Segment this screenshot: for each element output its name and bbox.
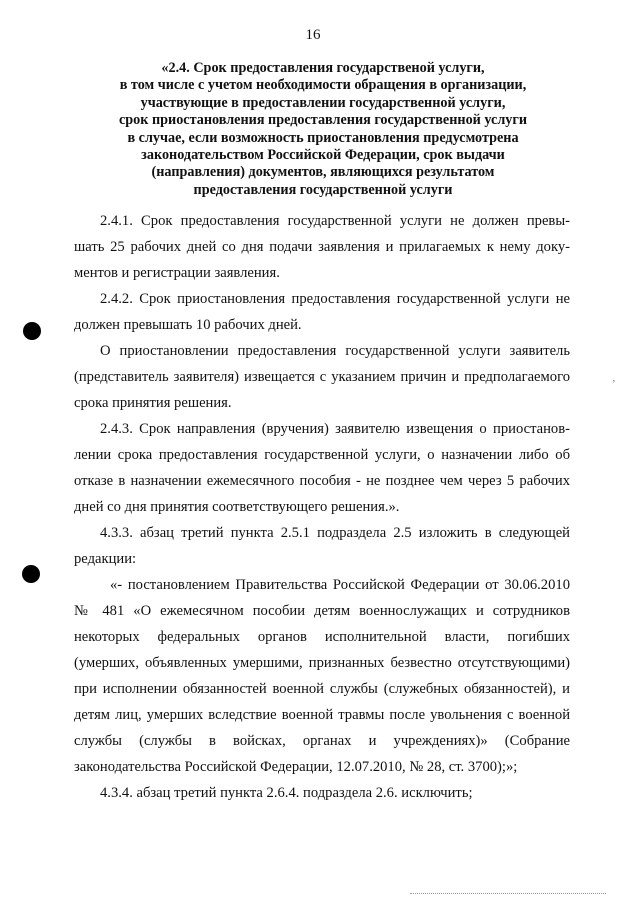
page-number: 16 [305, 27, 321, 43]
body-line: «- постановлением Правительства Российской Федерации от 30.06.2010 [110, 577, 570, 593]
section-heading [60, 60, 586, 199]
heading-line: предоставления государственной услуги [193, 181, 453, 198]
body-line: ментов и регистрации заявления. [74, 265, 280, 281]
bottom-rule [410, 893, 606, 894]
body-line: О приостановлении предоставления государственной услуги заявитель [100, 343, 570, 359]
heading-line: срок приостановления предоставления государственной услуги [118, 112, 528, 129]
body-line: шать 25 рабочих дней со дня подачи заявления и прилагаемых к нему доку- [74, 239, 570, 255]
body-line: лении срока предоставления государственной услуги, о назначении либо об [74, 447, 570, 463]
body-line: 2.4.3. Срок направления (вручения) заявителю извещения о приостанов- [100, 421, 570, 437]
body-line: 4.3.4. абзац третий пункта 2.6.4. подраздела 2.6. исключить; [100, 785, 473, 801]
body-line: законодательства Российской Федерации, 12.07.2010, № 28, ст. 3700);»; [74, 759, 518, 775]
body-line: некоторых федеральных органов исполнительной власти, погибших [74, 629, 570, 645]
body-line: должен превышать 10 рабочих дней. [74, 317, 302, 333]
body-line: дней со дня принятия соответствующего решения.». [74, 499, 400, 515]
body-line: № 481 «О ежемесячном пособии детям военнослужащих и сотрудников [74, 603, 570, 619]
edge-mark: ‚ [612, 372, 616, 384]
body-line: 2.4.2. Срок приостановления предоставления государственной услуги не [100, 291, 570, 307]
body-line: 2.4.1. Срок предоставления государственной услуги не должен превы- [100, 213, 570, 229]
body-line: (представитель заявителя) извещается с указанием причин и предполагаемого [74, 369, 570, 385]
heading-line: законодательством Российской Федерации, срок выдачи [141, 147, 505, 164]
heading-line: «2.4. Срок предоставления государственой услуги, [161, 60, 485, 76]
body-line: (умерших, объявленных умершими, признанных безвестно отсутствующими) [74, 655, 570, 671]
body-line: при исполнении обязанностей военной службы (служебных обязанностей), и [74, 681, 570, 697]
body-line: службы (службы в войсках, органах и учреждениях)» (Собрание [74, 733, 570, 749]
heading-line: в том числе с учетом необходимости обращения в организации, [119, 77, 527, 94]
body-line: отказе в назначении ежемесячного пособия - не позднее чем через 5 рабочих [74, 473, 570, 489]
punch-hole [23, 322, 41, 340]
body-line: срока принятия решения. [74, 395, 232, 411]
punch-hole [22, 565, 40, 583]
heading-line: (направления) документов, являющихся результатом [151, 164, 495, 181]
body-line: 4.3.3. абзац третий пункта 2.5.1 подраздела 2.5 изложить в следующей [100, 525, 570, 541]
heading-line: участвующие в предоставлении государственной услуги, [140, 94, 506, 111]
body-line: редакции: [74, 551, 137, 567]
body-line: детям лиц, умерших вследствие военной травмы после увольнения с военной [74, 707, 570, 723]
heading-line: в случае, если возможность приостановления предусмотрена [127, 129, 519, 146]
